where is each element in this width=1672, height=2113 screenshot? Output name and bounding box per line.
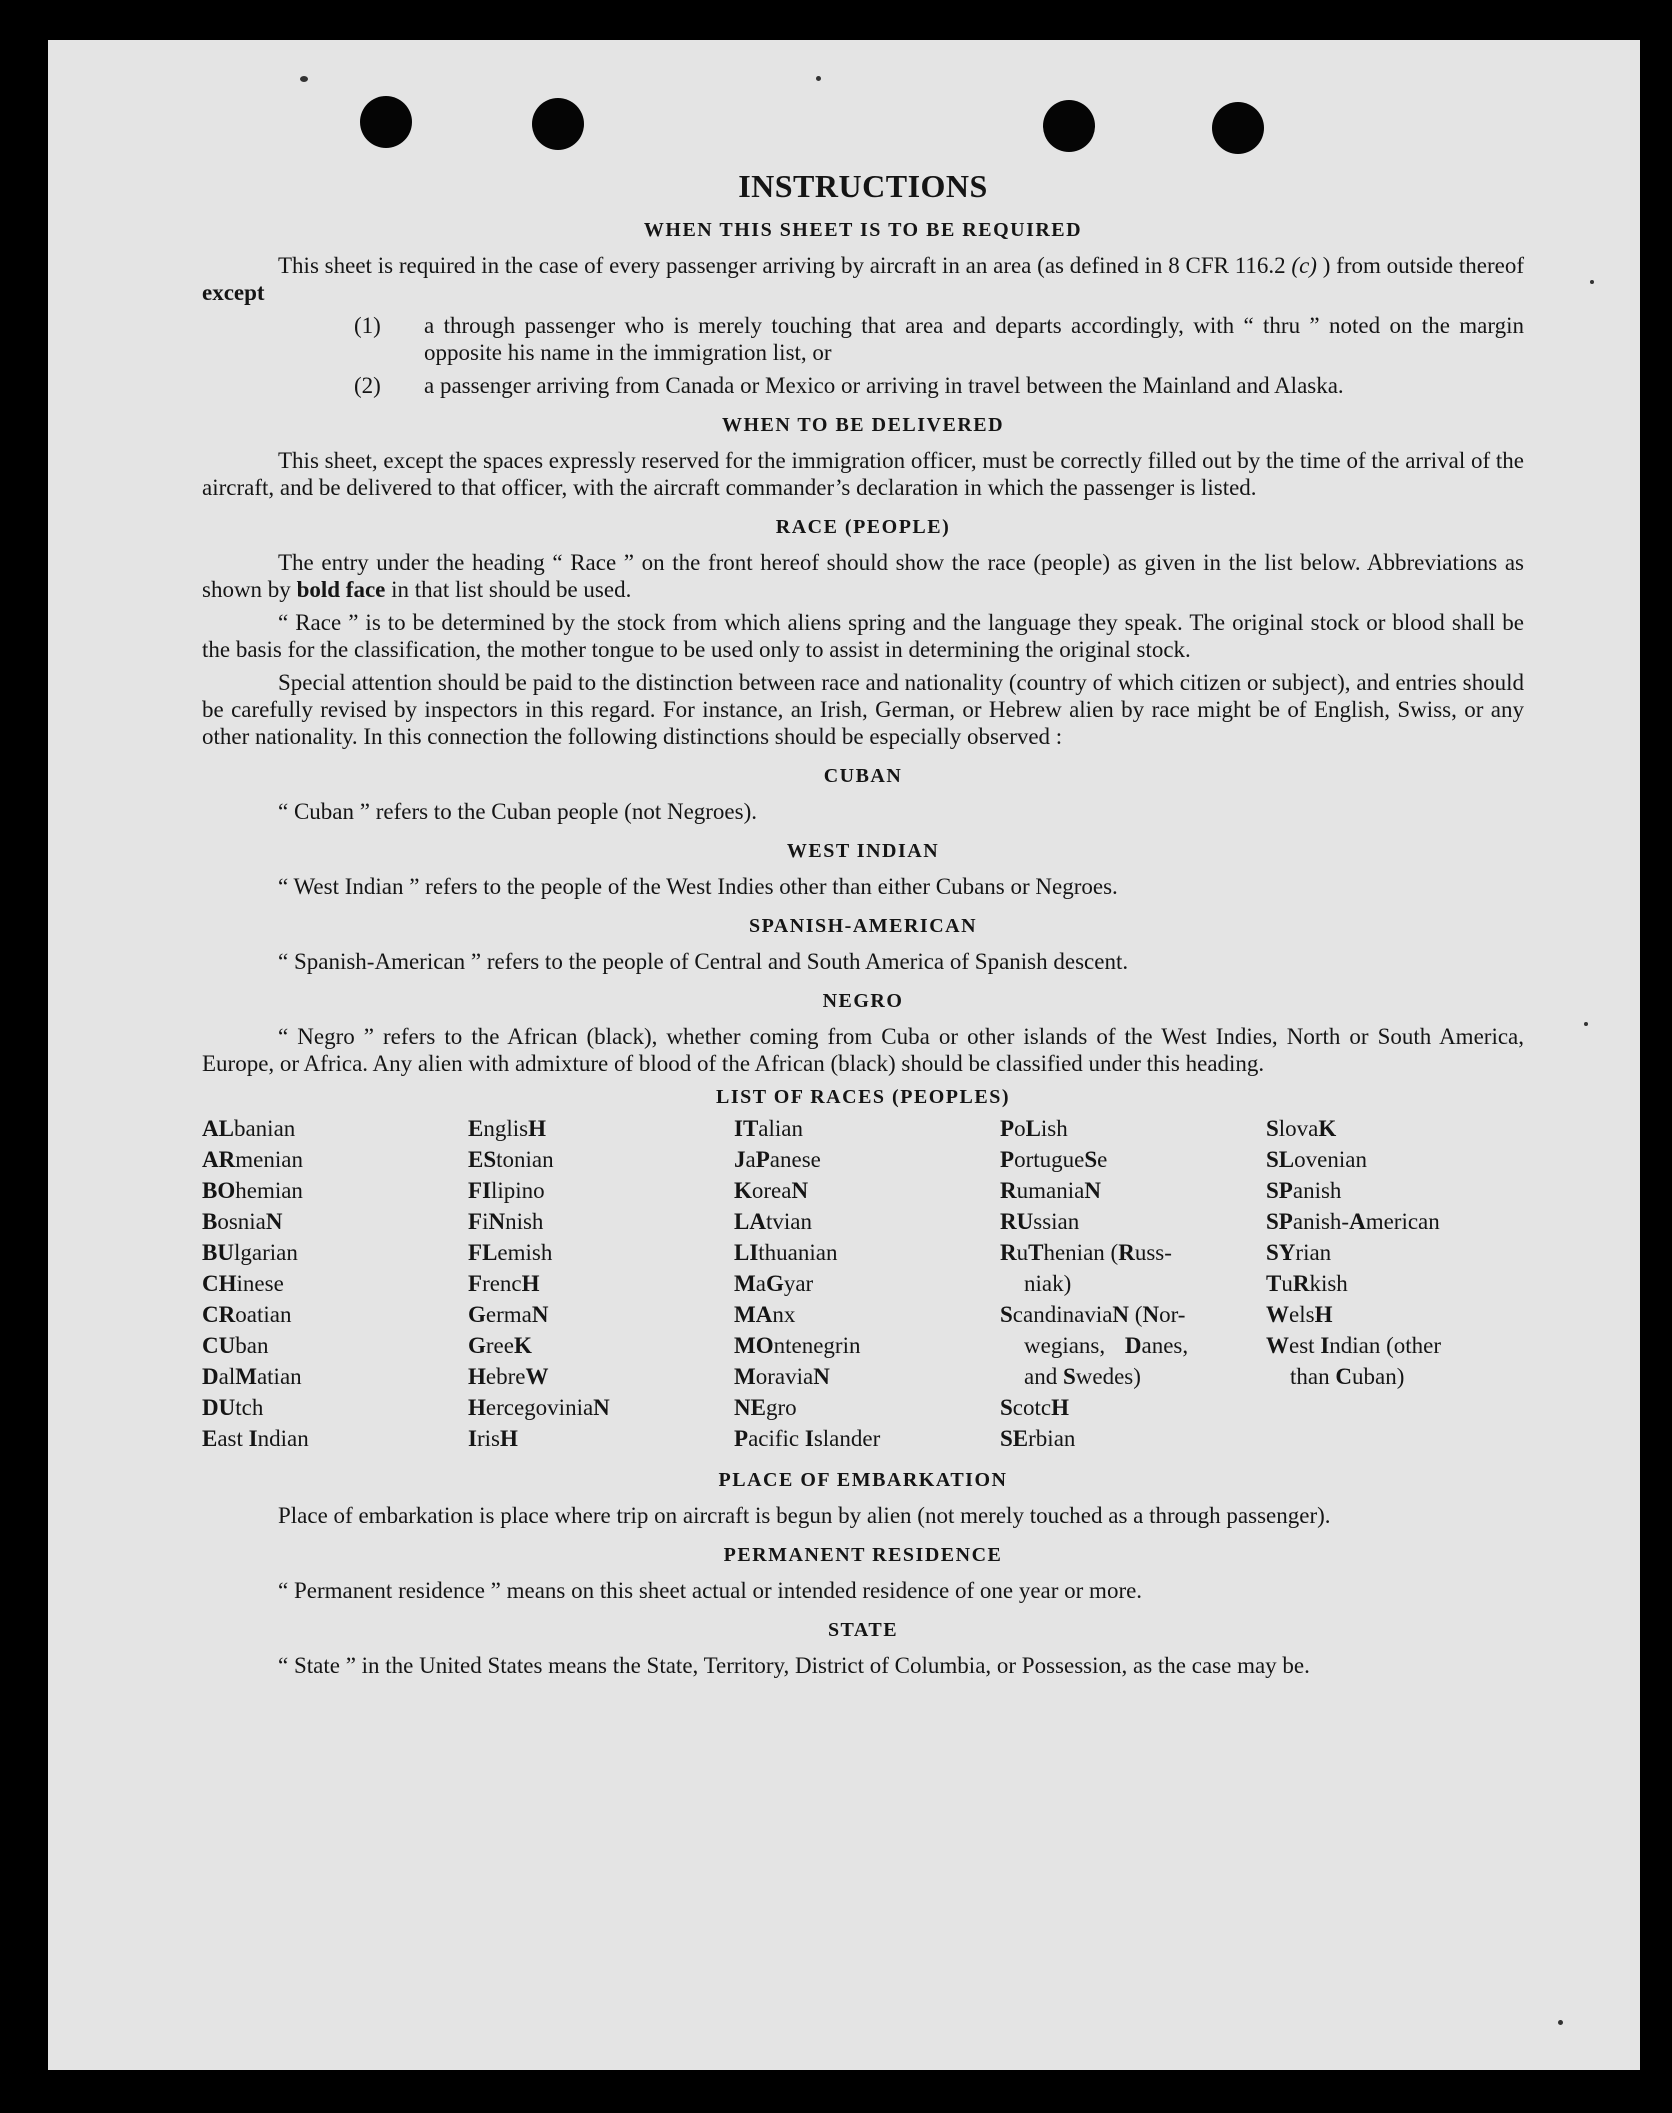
punch-hole [532, 98, 584, 150]
section-heading-residence: PERMANENT RESIDENCE [723, 1544, 1003, 1566]
race-entry: DUtch [202, 1395, 264, 1420]
punch-hole [1212, 102, 1264, 154]
race-entry: GermaN [468, 1302, 549, 1327]
race-entry: GreeK [468, 1333, 532, 1358]
race-entry: EStonian [468, 1147, 554, 1172]
negro-text: “ Negro ” refers to the African (black), whether coming from Cuba or other islands of the West Indies, North or South America, Europe, or Africa. Any alien with admixture of blood of the African (black) should be classified under this heading. [202, 1024, 1524, 1076]
west-indian-text: “ West Indian ” refers to the people of the West Indies other than either Cubans or Negroes. [278, 874, 1118, 899]
race-entry: FLemish [468, 1240, 553, 1265]
required-intro: This sheet is required in the case of every passenger arriving by aircraft in an area (as defined in 8 CFR 116.2 (c) ) from outside thereof except [202, 253, 1524, 305]
race-entry: ARmenian [202, 1147, 303, 1172]
scan-speck [300, 76, 308, 82]
race-entry: SPanish [1266, 1178, 1342, 1203]
race-entry: ScotcH [1000, 1395, 1069, 1420]
race-entry: West Indian (other [1266, 1333, 1442, 1358]
race-entry: NEgro [734, 1395, 797, 1420]
section-heading-races-list: LIST OF RACES (PEOPLES) [715, 1086, 1010, 1108]
punch-hole [1043, 100, 1095, 152]
races-column [468, 1113, 734, 1454]
section-heading-required: WHEN THIS SHEET IS TO BE REQUIRED [643, 219, 1083, 241]
race-entry: ITalian [734, 1116, 803, 1141]
race-entry-continued: wegians, Danes, [1024, 1333, 1189, 1358]
section-heading-embarkation: PLACE OF EMBARKATION [718, 1469, 1008, 1491]
race-entry: SPanish-American [1266, 1209, 1440, 1234]
state-text: “ State ” in the United States means the State, Territory, District of Columbia, or Possession, as the case may be. [278, 1653, 1310, 1678]
races-column [1266, 1113, 1524, 1454]
race-entry: WelsH [1266, 1302, 1333, 1327]
race-entry: DalMatian [202, 1364, 302, 1389]
race-entry: KoreaN [734, 1178, 809, 1203]
race-entry: SErbian [1000, 1426, 1076, 1451]
race-entry: LAtvian [734, 1209, 812, 1234]
race-entry: BOhemian [202, 1178, 303, 1203]
scan-speck [1590, 280, 1594, 284]
race-entry: HercegoviniaN [468, 1395, 610, 1420]
condition-text: a through passenger who is merely touching that area and departs accordingly, with “ thru ” noted on the margin opposite his name in the immigration list, or [424, 313, 1524, 365]
section-heading-cuban: CUBAN [823, 765, 903, 787]
condition-item [202, 312, 1524, 366]
scan-speck [1584, 1022, 1588, 1026]
page-title: INSTRUCTIONS [738, 168, 988, 204]
race-entry: SYrian [1266, 1240, 1332, 1265]
section-heading-state: STATE [827, 1619, 899, 1641]
race-paragraph-2: “ Race ” is to be determined by the stock from which aliens spring and the language they speak. The original stock or blood shall be the basis for the classification, the mother tongue to be used only to assist in determining the original stock. [202, 610, 1524, 662]
race-entry: IrisH [468, 1426, 518, 1451]
race-entry: MaGyar [734, 1271, 814, 1296]
race-entry: CHinese [202, 1271, 284, 1296]
race-entry: EnglisH [468, 1116, 546, 1141]
race-entry: FIlipino [468, 1178, 545, 1203]
race-entry: RUssian [1000, 1209, 1080, 1234]
race-entry: MOntenegrin [734, 1333, 861, 1358]
embarkation-text: Place of embarkation is place where trip on aircraft is begun by alien (not merely touched as a through passenger). [278, 1503, 1331, 1528]
condition-number: (1) [354, 313, 381, 338]
race-entry-continued: than Cuban) [1290, 1364, 1405, 1389]
race-entry: TuRkish [1266, 1271, 1348, 1296]
race-entry: FrencH [468, 1271, 540, 1296]
condition-item [202, 372, 1524, 399]
race-entry: LIthuanian [734, 1240, 838, 1265]
races-list [202, 1113, 1524, 1454]
races-column [1000, 1113, 1266, 1454]
cuban-text: “ Cuban ” refers to the Cuban people (not Negroes). [278, 799, 758, 824]
spanish-american-text: “ Spanish-American ” refers to the people of Central and South America of Spanish descent. [278, 949, 1129, 974]
race-entry: PoLish [1000, 1116, 1068, 1141]
race-entry: PortugueSe [1000, 1147, 1108, 1172]
race-entry: HebreW [468, 1364, 549, 1389]
race-entry-continued: and Swedes) [1024, 1364, 1141, 1389]
race-entry: FiNnish [468, 1209, 544, 1234]
delivered-text: This sheet, except the spaces expressly reserved for the immigration officer, must be correctly filled out by the time of the arrival of the aircraft, and be delivered to that officer, with the aircraft commander’s declaration in which the passenger is listed. [202, 448, 1524, 500]
section-heading-spanish-american: SPANISH-AMERICAN [748, 915, 978, 937]
race-entry: Pacific Islander [734, 1426, 881, 1451]
race-entry: BosniaN [202, 1209, 283, 1234]
section-heading-race: RACE (PEOPLE) [775, 516, 951, 538]
race-entry: JaPanese [734, 1147, 821, 1172]
race-entry: CUban [202, 1333, 269, 1358]
section-heading-delivered: WHEN TO BE DELIVERED [721, 414, 1005, 436]
race-entry: CRoatian [202, 1302, 292, 1327]
residence-text: “ Permanent residence ” means on this sheet actual or intended residence of one year or more. [278, 1578, 1143, 1603]
document-sheet [48, 40, 1640, 2070]
condition-text: a passenger arriving from Canada or Mexico or arriving in travel between the Mainland and Alaska. [424, 373, 1344, 398]
scan-speck [816, 76, 821, 81]
races-column [202, 1113, 468, 1454]
race-paragraph-3: Special attention should be paid to the distinction between race and nationality (country of which citizen or subject), and entries should be carefully revised by inspectors in this regard. For instance, an Irish, German, or Hebrew alien by race might be of English, Swiss, or any other nationality. In this connection the following distinctions should be especially observed : [202, 670, 1524, 749]
race-entry: MoraviaN [734, 1364, 830, 1389]
race-paragraph-1: The entry under the heading “ Race ” on the front hereof should show the race (people) as given in the list below. Abbreviations as shown by bold face in that list should be used. [202, 550, 1524, 602]
scan-speck [1558, 2020, 1563, 2025]
race-entry: East Indian [202, 1426, 309, 1451]
race-entry: ALbanian [202, 1116, 296, 1141]
race-entry: SlovaK [1266, 1116, 1337, 1141]
condition-number: (2) [354, 373, 381, 398]
section-heading-negro: NEGRO [822, 990, 904, 1012]
punch-hole [360, 96, 412, 148]
race-entry: RuThenian (Russ- [1000, 1240, 1172, 1265]
race-entry: BUlgarian [202, 1240, 298, 1265]
race-entry: RumaniaN [1000, 1178, 1101, 1203]
race-entry-continued: niak) [1024, 1271, 1072, 1296]
race-entry: ScandinaviaN (Nor- [1000, 1302, 1186, 1327]
races-column [734, 1113, 1000, 1454]
race-entry: SLovenian [1266, 1147, 1367, 1172]
race-entry: MAnx [734, 1302, 796, 1327]
section-heading-west-indian: WEST INDIAN [786, 840, 940, 862]
instructions-content [202, 168, 1524, 1685]
